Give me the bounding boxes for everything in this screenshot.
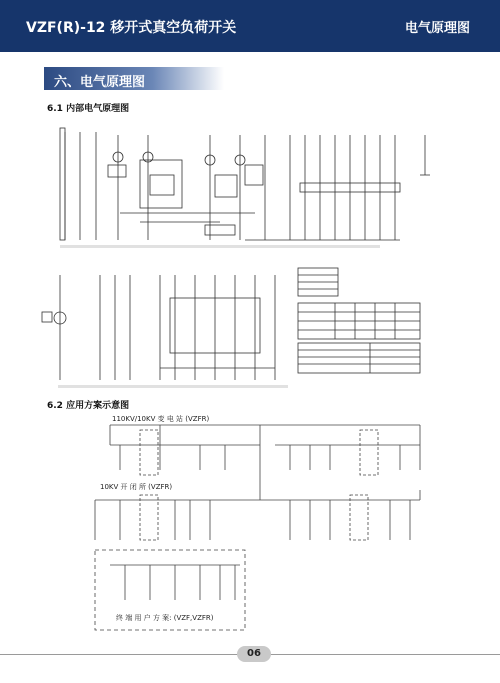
header-section-label: 电气原理图 <box>404 21 470 36</box>
substation-label: 110KV/10KV 变 电 站 (VZFR) <box>112 415 210 423</box>
subsection-application-diagram-title: 6.2 应用方案示意图 <box>47 401 130 411</box>
page-number-badge <box>237 646 271 662</box>
section-title: 六、电气原理图 <box>54 75 146 90</box>
subsection-internal-diagram-title: 6.1 内部电气原理图 <box>47 104 130 114</box>
page-number: 06 <box>247 648 261 659</box>
end-user-scheme-label: 终 端 用 户 方 案: (VZF,VZFR) <box>116 614 214 622</box>
switching-station-label: 10KV 开 闭 所 (VZFR) <box>100 483 173 491</box>
header-title: VZF(R)-12 移开式真空负荷开关 <box>26 20 237 36</box>
